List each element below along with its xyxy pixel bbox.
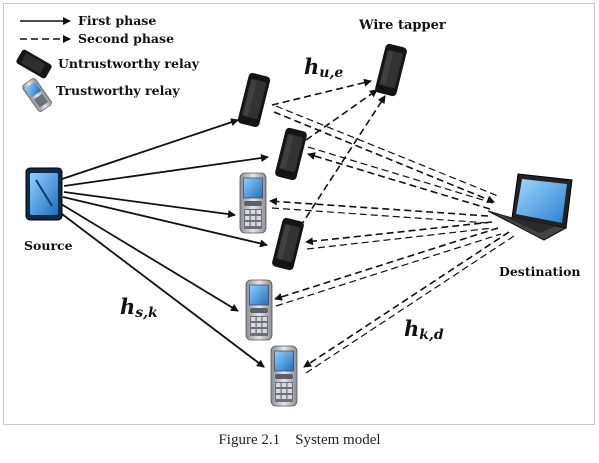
link-destination-relay-3	[270, 201, 488, 216]
link-destination-relay-6	[304, 232, 509, 367]
figure-number: Figure 2.1	[218, 432, 281, 448]
wire-tapper-phone	[374, 43, 407, 97]
link-relay-1-destination	[274, 112, 494, 202]
link-source-relay-1	[62, 120, 238, 179]
legend-second-phase-label: Second phase	[78, 31, 175, 46]
relay-3-trustworthy	[240, 173, 266, 233]
channel-label-relay-eavesdropper: hu,e	[304, 54, 344, 81]
legend-untrustworthy-relay-icon	[15, 49, 52, 80]
second-phase-links	[270, 81, 509, 367]
link-source-relay-5	[61, 204, 238, 311]
wire-tapper-label: Wire tapper	[359, 18, 446, 33]
system-model-diagram	[4, 4, 594, 424]
legend-trustworthy-relay-icon	[21, 77, 52, 112]
link-source-relay-6	[58, 211, 264, 367]
link-source-relay-2	[64, 157, 268, 186]
channel-label-source-relay: hs,k	[120, 294, 158, 321]
parallel-relay-2-destination	[308, 147, 493, 203]
relay-5-trustworthy	[246, 280, 272, 340]
legend-trustworthy-relay-label: Trustworthy relay	[56, 83, 180, 98]
legend-untrustworthy-relay-label: Untrustworthy relay	[58, 56, 200, 71]
relay-1-untrustworthy	[237, 72, 271, 128]
link-destination-relay-5	[275, 228, 498, 299]
parallel-relay-5-destination	[276, 234, 501, 306]
destination-label: Destination	[499, 264, 581, 279]
channel-label-relay-destination: hk,d	[404, 316, 444, 343]
first-phase-links	[58, 120, 268, 367]
relay-4-untrustworthy	[271, 217, 304, 271]
figure-frame	[3, 3, 595, 425]
figure-caption	[0, 432, 599, 449]
parallel-relay-3-destination	[272, 208, 488, 223]
link-relay-1-tapper	[272, 81, 371, 105]
source-label: Source	[24, 238, 73, 253]
figure-title: System model	[295, 432, 381, 448]
parallel-relay-1-destination	[276, 106, 498, 196]
relay-2-untrustworthy	[274, 127, 307, 181]
relay-6-trustworthy	[271, 346, 297, 406]
destination-laptop	[488, 174, 572, 240]
legend-first-phase-label: First phase	[78, 13, 157, 28]
second-phase-parallels	[272, 106, 514, 373]
legend	[15, 13, 200, 113]
source-tablet	[26, 168, 62, 220]
